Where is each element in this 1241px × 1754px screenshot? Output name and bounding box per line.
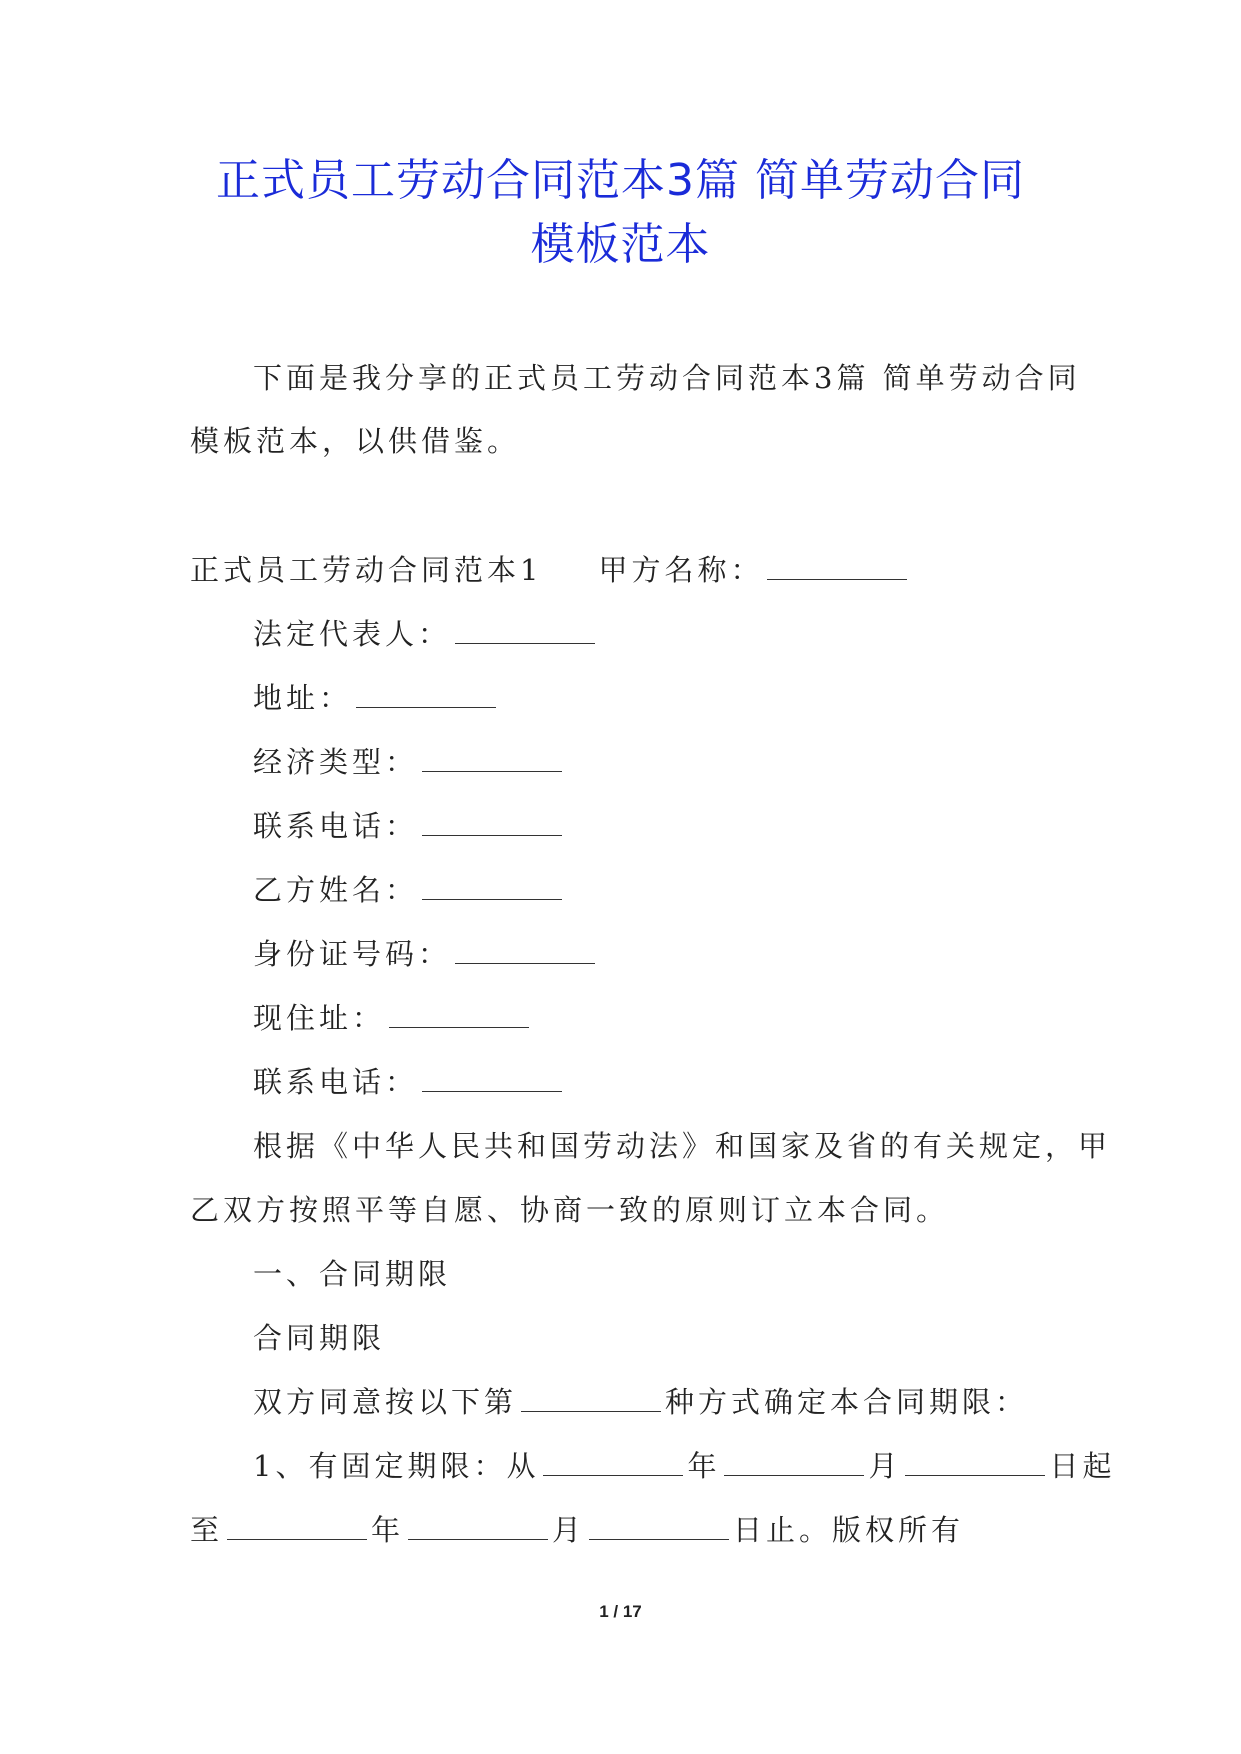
term-fixed-pre: 1、有固定期限：从 <box>253 1449 540 1483</box>
term-method-blank <box>521 1389 661 1412</box>
party-b-name-blank <box>422 877 562 900</box>
basis-line1: 根据《中华人民共和国劳动法》和国家及省的有关规定，甲 <box>253 1129 1112 1163</box>
current-address-blank <box>389 1005 529 1028</box>
term-agree-post: 种方式确定本合同期限： <box>665 1385 1029 1419</box>
address-blank <box>356 685 496 708</box>
id-number-label: 身份证号码： <box>253 937 452 971</box>
to-label: 至 <box>190 1513 224 1547</box>
party-b-name-label: 乙方姓名： <box>253 873 419 907</box>
phone-a-blank <box>422 813 562 836</box>
term-agree-row <box>253 1382 1028 1422</box>
document-title-line2: 模板范本 <box>530 219 711 270</box>
legal-rep-label: 法定代表人： <box>253 617 452 651</box>
party-b-row <box>253 870 566 910</box>
party-a-name-blank <box>767 557 907 580</box>
phone-a-label: 联系电话： <box>253 809 419 843</box>
address-label: 地址： <box>253 681 353 715</box>
id-number-row <box>253 934 599 974</box>
intro-line1: 下面是我分享的正式员工劳动合同范本3篇 简单劳动合同 <box>253 361 1081 395</box>
econ-type-row <box>253 742 566 782</box>
legal-rep-blank <box>455 621 595 644</box>
to-day-blank <box>589 1517 729 1540</box>
page-number: 1 / 17 <box>599 1602 642 1621</box>
to-month-blank <box>408 1517 548 1540</box>
party-a-row <box>190 550 911 590</box>
term-to-row <box>190 1510 964 1550</box>
current-address-row <box>253 998 533 1038</box>
from-month-blank <box>724 1453 864 1476</box>
from-day-blank <box>905 1453 1045 1476</box>
term-fixed-row <box>253 1446 1116 1486</box>
to-day-label: 日止。版权所有 <box>733 1513 965 1547</box>
document-title-line1: 正式员工劳动合同范本3篇 简单劳动合同 <box>216 155 1025 206</box>
address-row <box>253 678 500 718</box>
phone-b-blank <box>422 1069 562 1092</box>
intro-line2: 模板范本，以供借鉴。 <box>190 424 521 458</box>
basis-line2: 乙双方按照平等自愿、协商一致的原则订立本合同。 <box>190 1193 950 1227</box>
to-year-blank <box>227 1517 367 1540</box>
term-agree-pre: 双方同意按以下第 <box>253 1385 518 1419</box>
id-number-blank <box>455 941 595 964</box>
current-address-label: 现住址： <box>253 1001 386 1035</box>
to-year-label: 年 <box>371 1513 405 1547</box>
phone-a-row <box>253 806 566 846</box>
phone-b-label: 联系电话： <box>253 1065 419 1099</box>
from-day-label: 日起 <box>1049 1449 1116 1483</box>
party-a-name-label: 甲方名称： <box>598 553 764 587</box>
term-heading: 一、合同期限 <box>253 1257 452 1291</box>
to-month-label: 月 <box>552 1513 586 1547</box>
from-year-label: 年 <box>687 1449 721 1483</box>
econ-type-blank <box>422 749 562 772</box>
econ-type-label: 经济类型： <box>253 745 419 779</box>
section1-heading: 正式员工劳动合同范本1 <box>190 553 543 587</box>
phone-b-row <box>253 1062 566 1102</box>
from-year-blank <box>543 1453 683 1476</box>
from-month-label: 月 <box>868 1449 902 1483</box>
legal-rep-row <box>253 614 599 654</box>
term-subheading: 合同期限 <box>253 1321 386 1355</box>
